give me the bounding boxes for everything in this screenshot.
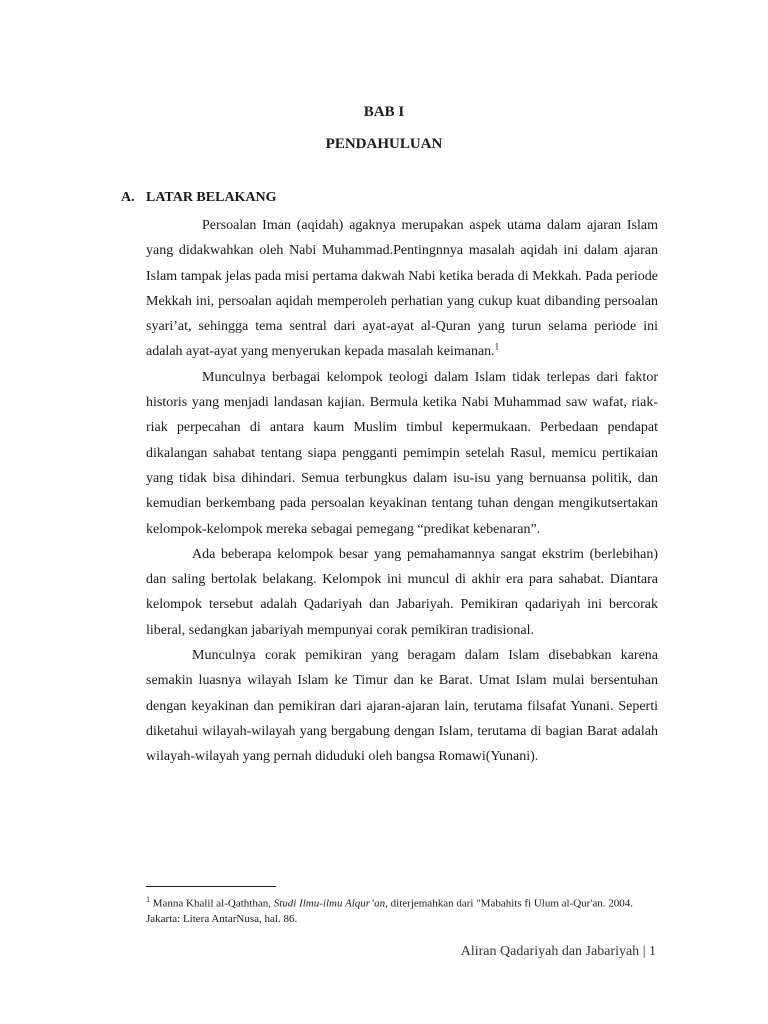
footnote-author: Manna Khalil al-Qaththan, xyxy=(152,897,274,910)
page-footer xyxy=(461,944,656,960)
body-text xyxy=(146,213,658,770)
chapter-number: BAB I xyxy=(363,104,405,120)
section-title: LATAR BELAKANG xyxy=(146,190,277,205)
paragraph-text: Munculnya berbagai kelompok teologi dalam Islam tidak terlepas dari faktor historis yang menjadi landasan kajian. Bermula ketika Nabi Muhammad saw wafat, riak-riak perpecahan di antara kaum Muslim timbul kepermukaan. Perbedaan pendapat dikalangan sahabat tentang siapa pengganti pemimpin setelah Rasul, memicu pertikaian yang tidak bisa dihindari. Semua terbungkus dalam isu-isu yang bernuansa politik, dan kemudian berkembang pada persoalan keyakinan tentang tuhan dengan mengikutsertakan kelompok-kelompok mereka sebagai pemegang “predikat kebenaran”. xyxy=(146,369,658,537)
section-heading xyxy=(121,190,277,206)
paragraph xyxy=(146,365,658,542)
footnote-details: , diterjemahkan dari "Mabahits fi Ulum al-Qur'an. 2004. Jakarta: Litera AntarNusa, hal. 86. xyxy=(146,897,633,925)
paragraph-text: Ada beberapa kelompok besar yang pemahamannya sangat ekstrim (berlebihan) dan saling bertolak belakang. Kelompok ini muncul di akhir era para sahabat. Diantara kelompok tersebut adalah Qadariyah dan Jabariyah. Pemikiran qadariyah ini bercorak liberal, sedangkan jabariyah mempunyai corak pemikiran tradisional. xyxy=(146,546,658,638)
chapter-title: PENDAHULUAN xyxy=(325,136,443,152)
footnote-number: 1 xyxy=(146,895,150,904)
page-number: 1 xyxy=(649,944,656,959)
paragraph xyxy=(146,542,658,643)
footer-separator: | xyxy=(639,944,649,959)
paragraph-text: Munculnya corak pemikiran yang beragam dalam Islam disebabkan karena semakin luasnya wilayah Islam ke Timur dan ke Barat. Umat Islam mulai bersentuhan dengan keyakinan dan pemikiran dari ajaran-ajaran lain, terutama filsafat Yunani. Seperti diketahui wilayah-wilayah yang bergabung dengan Islam, terutama di bagian Barat adalah wilayah-wilayah yang pernah diduduki oleh bangsa Romawi(Yunani). xyxy=(146,648,658,765)
paragraph xyxy=(146,213,658,365)
footnote-reference[interactable]: 1 xyxy=(494,341,500,352)
running-title: Aliran Qadariyah dan Jabariyah xyxy=(460,944,640,959)
footnote-divider xyxy=(146,886,276,887)
footnote xyxy=(146,892,656,927)
footnote-book-title: Studi Ilmu-ilmu Alqur’an xyxy=(273,897,386,910)
section-letter: A. xyxy=(121,190,135,205)
paragraph-text: Persoalan Iman (aqidah) agaknya merupakan aspek utama dalam ajaran Islam yang didakwahkan oleh Nabi Muhammad.Pentingnnya masalah aqidah ini dalam ajaran Islam tampak jelas pada misi pertama dakwah Nabi ketika berada di Mekkah. Pada periode Mekkah ini, persoalan aqidah memperoleh perhatian yang cukup kuat dibanding persoalan syari’at, sehingga tema sentral dari ayat-ayat al-Quran yang turun selama periode ini adalah ayat-ayat yang menyerukan kepada masalah keimanan. xyxy=(146,218,658,360)
paragraph xyxy=(146,643,658,769)
